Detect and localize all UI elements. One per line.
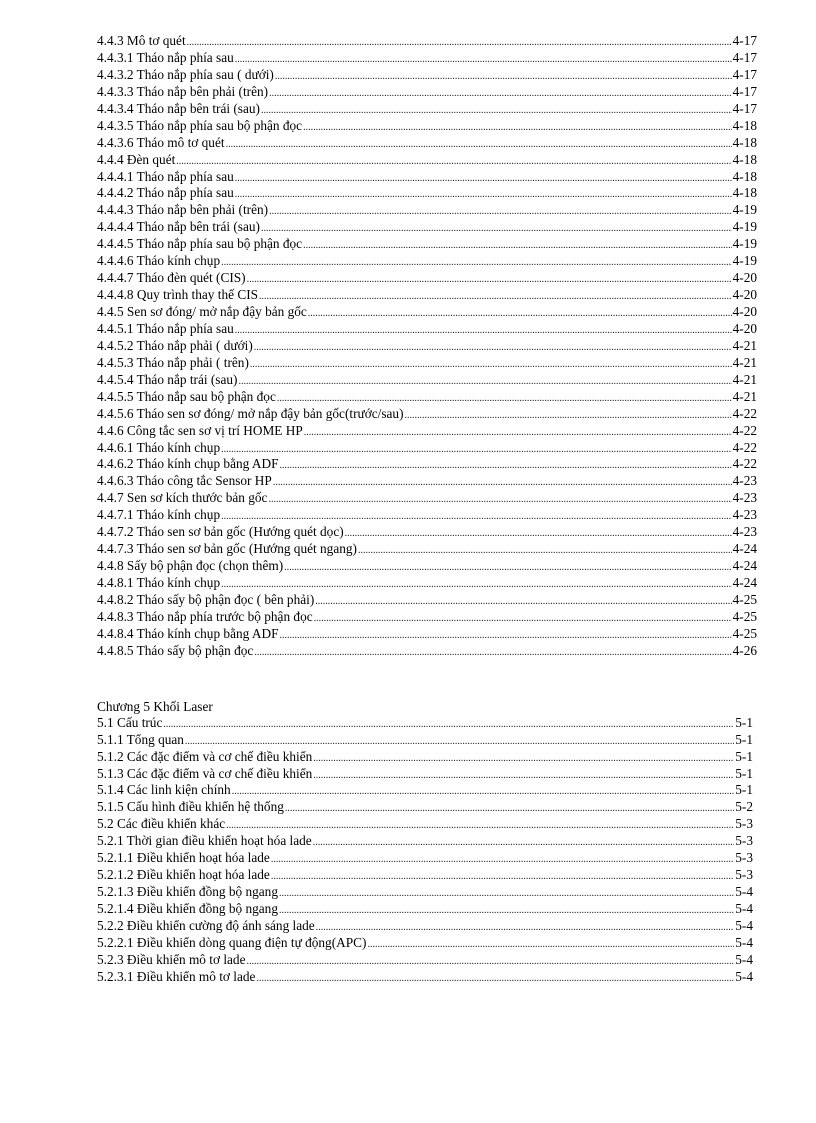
toc-entry-label: 4.4.3.3 Tháo nắp bên phải (trên): [97, 83, 269, 99]
toc-entry[interactable]: [97, 850, 757, 867]
toc-dot-leader: [235, 321, 732, 338]
toc-entry-page: 4-26: [732, 642, 757, 658]
toc-dot-leader: [308, 304, 732, 321]
toc-entry[interactable]: [97, 643, 757, 660]
toc-entry[interactable]: [97, 270, 757, 287]
toc-entry-label: 4.4.5.4 Tháo nắp trái (sau): [97, 371, 238, 387]
toc-entry-label: 4.4.5.5 Tháo nắp sau bộ phận đọc: [97, 388, 276, 404]
toc-entry-label: 4.4.5 Sen sơ đóng/ mở nắp đậy bản gốc: [97, 304, 307, 319]
toc-dot-leader: [271, 867, 734, 884]
toc-entry[interactable]: [97, 507, 757, 524]
toc-entry[interactable]: [97, 799, 757, 816]
toc-entry-page: 4-17: [732, 100, 757, 116]
toc-entry-page: 5-1: [735, 782, 753, 798]
toc-dot-leader: [358, 541, 732, 558]
toc-entry-page: 4-24: [732, 541, 757, 557]
toc-entry-label: 4.4.8.4 Tháo kính chụp bằng ADF: [97, 625, 279, 641]
toc-entry-label: 5.2.2.1 Điều khiển dòng quang điện tự động(APC): [97, 934, 367, 950]
toc-entry-label: 4.4.5.2 Tháo nắp phải ( dưới): [97, 337, 253, 353]
toc-entry[interactable]: [97, 253, 757, 270]
toc-dot-leader: [268, 490, 731, 507]
toc-entry-page: 4-25: [732, 625, 757, 641]
toc-entry-page: 4-17: [732, 66, 757, 82]
toc-entry[interactable]: [97, 969, 757, 986]
toc-entry[interactable]: [97, 33, 757, 50]
toc-page: [97, 33, 757, 986]
toc-dot-leader: [221, 575, 732, 592]
toc-dot-leader: [345, 524, 732, 541]
toc-entry-label: 4.4.6.3 Tháo công tắc Sensor HP: [97, 473, 272, 489]
toc-entry-label: 5.2.1.3 Điều khiển đồng bộ ngang: [97, 884, 278, 900]
toc-dot-leader: [226, 135, 732, 152]
toc-entry-page: 5-3: [735, 816, 753, 832]
toc-entry[interactable]: [97, 609, 757, 626]
toc-entry[interactable]: [97, 219, 757, 236]
toc-entry-page: 5-4: [735, 901, 753, 916]
toc-entry[interactable]: [97, 101, 757, 118]
toc-entry-page: 4-24: [732, 575, 757, 590]
toc-entry-page: 4-19: [732, 219, 757, 235]
toc-dot-leader: [405, 406, 732, 423]
toc-entry[interactable]: [97, 152, 757, 169]
toc-entry[interactable]: [97, 423, 757, 440]
toc-entry-label: 4.4.3.4 Tháo nắp bên trái (sau): [97, 100, 260, 116]
toc-dot-leader: [279, 626, 731, 643]
toc-dot-leader: [269, 202, 732, 219]
toc-entry-page: 4-18: [732, 117, 757, 133]
toc-dot-leader: [275, 67, 732, 84]
toc-dot-leader: [221, 440, 732, 457]
toc-entry[interactable]: [97, 287, 757, 304]
toc-entry[interactable]: [97, 389, 757, 406]
toc-entry-page: 5-3: [735, 850, 753, 866]
toc-entry-page: 4-23: [732, 507, 757, 523]
toc-entry[interactable]: [97, 901, 757, 918]
toc-entry-label: 5.1.4 Các linh kiện chính: [97, 782, 231, 798]
toc-entry-label: 4.4.5.1 Tháo nắp phía sau: [97, 320, 234, 336]
toc-dot-leader: [221, 253, 732, 270]
toc-dot-leader: [163, 715, 734, 732]
toc-dot-leader: [269, 84, 732, 101]
toc-dot-leader: [279, 884, 734, 901]
toc-dot-leader: [315, 592, 731, 609]
toc-entry-label: 4.4.6.2 Tháo kính chụp bằng ADF: [97, 456, 279, 472]
toc-entry-page: 4-21: [732, 354, 757, 370]
toc-entry-label: 5.2 Các điều khiển khác: [97, 816, 226, 832]
toc-entry-page: 4-19: [732, 202, 757, 218]
toc-entry-label: 5.2.1 Thời gian điều khiển hoạt hóa lade: [97, 833, 312, 849]
toc-dot-leader: [232, 782, 735, 799]
toc-entry[interactable]: [97, 592, 757, 609]
toc-entry-page: 5-4: [735, 968, 753, 984]
toc-entry[interactable]: [97, 406, 757, 423]
toc-entry-label: 5.2.2 Điều khiển cường độ ánh sáng lade: [97, 917, 315, 933]
toc-entry-label: 4.4.4.8 Quy trình thay thế CIS: [97, 287, 259, 303]
toc-entry-label: 5.1.1 Tổng quan: [97, 731, 184, 747]
toc-dot-leader: [277, 389, 732, 406]
toc-entry-label: 4.4.4.6 Tháo kính chụp: [97, 253, 221, 269]
toc-dot-leader: [235, 50, 732, 67]
toc-entry[interactable]: [97, 558, 757, 575]
toc-entry-page: 4-18: [732, 151, 757, 167]
toc-dot-leader: [226, 816, 734, 833]
toc-entry-page: 4-21: [732, 337, 757, 353]
toc-entry[interactable]: [97, 918, 757, 935]
toc-dot-leader: [284, 558, 732, 575]
toc-entry-label: 5.2.3.1 Điều khiển mô tơ lade: [97, 968, 256, 984]
toc-entry-label: 4.4.4.1 Tháo nắp phía sau: [97, 168, 234, 184]
toc-entry[interactable]: [97, 833, 757, 850]
toc-entry-label: 4.4.4.4 Tháo nắp bên trái (sau): [97, 219, 260, 235]
toc-entry[interactable]: [97, 338, 757, 355]
toc-entry-label: 4.4.5.6 Tháo sen sơ đóng/ mở nắp đậy bản gốc(trước/sau): [97, 405, 404, 421]
toc-entry-label: 4.4.8.1 Tháo kính chụp: [97, 575, 221, 590]
toc-entry-page: 5-4: [735, 917, 753, 933]
toc-entry-page: 4-23: [732, 524, 757, 540]
toc-entry-page: 4-22: [732, 422, 757, 438]
toc-entry-label: 4.4.3.1 Tháo nắp phía sau: [97, 49, 234, 65]
toc-entry-page: 4-21: [732, 371, 757, 387]
toc-entry-page: 4-24: [732, 558, 757, 574]
toc-dot-leader: [187, 33, 732, 50]
toc-entry-label: 4.4.3 Mô tơ quét: [97, 33, 186, 48]
toc-entry-page: 4-19: [732, 236, 757, 252]
toc-entry-label: 4.4.3.2 Tháo nắp phía sau ( dưới): [97, 66, 274, 82]
toc-dot-leader: [313, 749, 734, 766]
toc-dot-leader: [271, 850, 734, 867]
toc-entry[interactable]: [97, 952, 757, 969]
toc-entry-label: 4.4.4.3 Tháo nắp bên phải (trên): [97, 202, 269, 218]
toc-entry[interactable]: [97, 202, 757, 219]
toc-entry-page: 5-1: [735, 714, 753, 730]
toc-dot-leader: [314, 609, 732, 626]
toc-entry[interactable]: [97, 816, 757, 833]
toc-entry[interactable]: [97, 236, 757, 253]
toc-entry-page: 4-22: [732, 405, 757, 421]
toc-section-5: [97, 715, 757, 986]
section-gap: [97, 660, 757, 698]
toc-entry[interactable]: [97, 118, 757, 135]
toc-entry-page: 4-21: [732, 388, 757, 404]
toc-entry-page: 4-25: [732, 608, 757, 624]
toc-entry[interactable]: [97, 185, 757, 202]
toc-entry[interactable]: [97, 732, 757, 749]
toc-dot-leader: [316, 918, 735, 935]
toc-dot-leader: [256, 969, 734, 986]
toc-entry-page: 4-17: [732, 49, 757, 65]
toc-entry-label: 4.4.3.6 Tháo mô tơ quét: [97, 134, 225, 150]
toc-entry-page: 5-1: [735, 731, 753, 747]
toc-entry-label: 4.4.7.1 Tháo kính chụp: [97, 507, 221, 523]
toc-dot-leader: [185, 732, 734, 749]
toc-entry[interactable]: [97, 541, 757, 558]
toc-dot-leader: [247, 270, 732, 287]
toc-entry[interactable]: [97, 715, 757, 732]
toc-entry-label: 4.4.4 Đèn quét: [97, 151, 176, 167]
toc-entry[interactable]: [97, 440, 757, 457]
toc-entry-label: 5.2.1.1 Điều khiển hoạt hóa lade: [97, 850, 270, 866]
toc-entry-page: 4-17: [732, 83, 757, 99]
toc-entry-page: 4-23: [732, 490, 757, 506]
toc-entry-label: 5.1 Cấu trúc: [97, 714, 163, 730]
toc-dot-leader: [254, 338, 732, 355]
toc-dot-leader: [279, 456, 731, 473]
toc-dot-leader: [304, 423, 732, 440]
toc-dot-leader: [273, 473, 732, 490]
toc-entry-label: 4.4.5.3 Tháo nắp phải ( trên): [97, 354, 249, 370]
toc-entry-label: 4.4.6.1 Tháo kính chụp: [97, 439, 221, 455]
toc-entry-label: 4.4.8.3 Tháo nắp phía trước bộ phận đọc: [97, 608, 313, 624]
toc-entry-label: 4.4.7.2 Tháo sen sơ bản gốc (Hướng quét dọc): [97, 524, 344, 540]
toc-entry-page: 4-18: [732, 134, 757, 150]
toc-entry-page: 4-23: [732, 473, 757, 489]
toc-entry-page: 5-4: [735, 951, 753, 967]
toc-entry[interactable]: [97, 169, 757, 186]
toc-entry-label: 5.2.1.4 Điều khiển đồng bộ ngang: [97, 901, 278, 916]
toc-entry-page: 5-3: [735, 867, 753, 883]
toc-entry-page: 4-18: [732, 168, 757, 184]
toc-entry-page: 4-20: [732, 320, 757, 336]
toc-entry-page: 5-4: [735, 934, 753, 950]
toc-entry-label: 4.4.7.3 Tháo sen sơ bản gốc (Hướng quét ngang): [97, 541, 357, 557]
toc-dot-leader: [176, 152, 731, 169]
toc-entry[interactable]: [97, 490, 757, 507]
toc-entry[interactable]: [97, 67, 757, 84]
toc-entry[interactable]: [97, 355, 757, 372]
toc-entry-label: 4.4.7 Sen sơ kích thước bản gốc: [97, 490, 268, 506]
toc-entry-label: 5.1.3 Các đặc điểm và cơ chế điều khiển: [97, 765, 313, 781]
toc-entry[interactable]: [97, 749, 757, 766]
toc-entry-label: 5.1.2 Các đặc điểm và cơ chế điều khiển: [97, 748, 313, 764]
toc-entry-label: 5.2.3 Điều khiển mô tơ lade: [97, 951, 246, 967]
toc-entry[interactable]: [97, 766, 757, 783]
toc-entry[interactable]: [97, 867, 757, 884]
toc-entry[interactable]: [97, 456, 757, 473]
toc-dot-leader: [303, 118, 732, 135]
toc-entry-page: 4-17: [732, 33, 757, 48]
toc-dot-leader: [254, 643, 731, 660]
toc-entry-page: 4-20: [732, 270, 757, 286]
toc-entry-label: 4.4.6 Công tắc sen sơ vị trí HOME HP: [97, 422, 303, 438]
toc-entry-page: 5-1: [735, 765, 753, 781]
toc-dot-leader: [250, 355, 732, 372]
toc-dot-leader: [261, 219, 732, 236]
toc-section-4: [97, 33, 757, 660]
toc-entry-label: 4.4.4.7 Tháo đèn quét (CIS): [97, 270, 246, 286]
toc-dot-leader: [367, 935, 734, 952]
toc-entry-page: 4-22: [732, 456, 757, 472]
toc-entry-page: 4-22: [732, 439, 757, 455]
toc-entry[interactable]: [97, 473, 757, 490]
toc-entry[interactable]: [97, 50, 757, 67]
toc-dot-leader: [235, 169, 732, 186]
toc-entry[interactable]: [97, 626, 757, 643]
toc-entry[interactable]: [97, 84, 757, 101]
toc-entry-label: 4.4.8.2 Tháo sấy bộ phận đọc ( bên phải): [97, 591, 315, 607]
toc-entry-page: 5-1: [735, 748, 753, 764]
toc-entry-page: 5-3: [735, 833, 753, 849]
toc-entry-label: 4.4.3.5 Tháo nắp phía sau bộ phận đọc: [97, 117, 303, 133]
toc-dot-leader: [279, 901, 734, 918]
toc-dot-leader: [246, 952, 734, 969]
toc-entry-page: 4-20: [732, 287, 757, 303]
toc-entry[interactable]: [97, 135, 757, 152]
toc-entry-label: 5.1.5 Cấu hình điều khiển hệ thống: [97, 799, 284, 815]
toc-entry[interactable]: [97, 372, 757, 389]
toc-dot-leader: [303, 236, 732, 253]
toc-entry[interactable]: [97, 321, 757, 338]
toc-entry[interactable]: [97, 304, 757, 321]
toc-entry-label: 4.4.4.5 Tháo nắp phía sau bộ phận đọc: [97, 236, 303, 252]
toc-dot-leader: [221, 507, 732, 524]
toc-dot-leader: [313, 766, 734, 783]
toc-dot-leader: [261, 101, 732, 118]
chapter-heading: Chương 5 Khối Laser: [97, 698, 213, 714]
toc-dot-leader: [285, 799, 734, 816]
toc-entry-page: 4-19: [732, 253, 757, 269]
toc-entry[interactable]: [97, 782, 757, 799]
toc-dot-leader: [238, 372, 731, 389]
toc-entry[interactable]: [97, 524, 757, 541]
toc-entry[interactable]: [97, 575, 757, 592]
toc-entry[interactable]: [97, 884, 757, 901]
toc-entry-label: 5.2.1.2 Điều khiển hoạt hóa lade: [97, 867, 270, 883]
toc-entry-page: 5-4: [735, 884, 753, 900]
toc-dot-leader: [313, 833, 735, 850]
toc-entry[interactable]: [97, 935, 757, 952]
toc-entry-page: 5-2: [735, 799, 753, 815]
toc-entry-page: 4-18: [732, 185, 757, 201]
toc-dot-leader: [235, 185, 732, 202]
toc-entry-label: 4.4.8 Sấy bộ phận đọc (chọn thêm): [97, 558, 284, 574]
toc-dot-leader: [259, 287, 732, 304]
toc-entry-page: 4-25: [732, 591, 757, 607]
toc-entry-page: 4-20: [732, 304, 757, 319]
toc-entry-label: 4.4.4.2 Tháo nắp phía sau: [97, 185, 234, 201]
toc-entry-label: 4.4.8.5 Tháo sấy bộ phận đọc: [97, 642, 254, 658]
